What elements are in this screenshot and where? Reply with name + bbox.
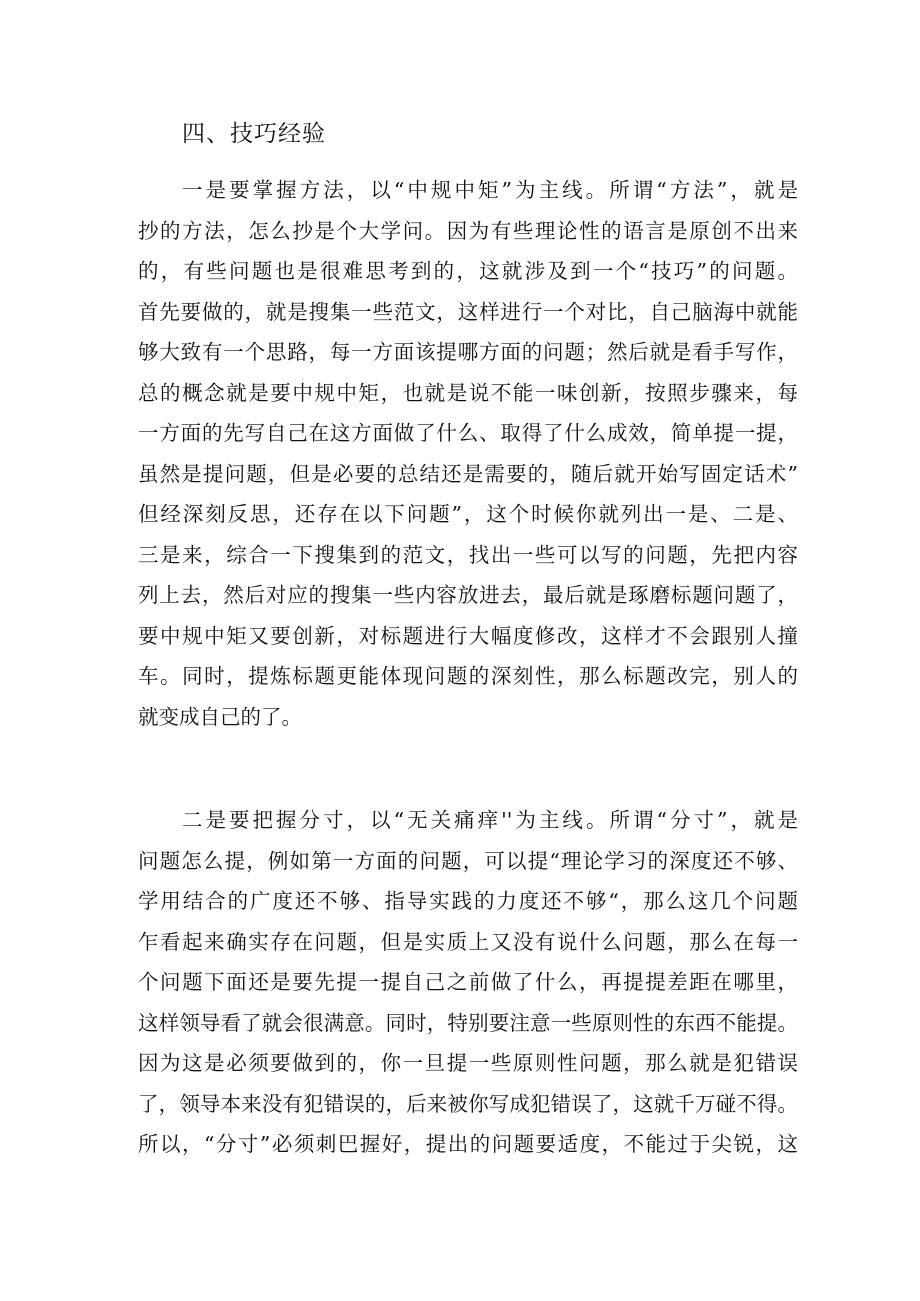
text-line: 了，领导本来没有犯错误的，后来被你写成犯错误了，这就千万碰不得。: [138, 1091, 798, 1116]
text-line: 首先要做的，就是搜集一些范文，这样进行一个对比，自己脑海中就能: [138, 299, 798, 324]
text-line: 一方面的先写自己在这方面做了什么、取得了什么成效，简单提一提，: [138, 421, 798, 445]
text-line: 但经深刻反思，还存在以下问题”，这个时候你就列出一是、二是、: [138, 502, 798, 526]
text-line: 抄的方法，怎么抄是个大学问。因为有些理论性的语言是原创不出来: [138, 218, 798, 243]
text-line: 要中规中矩又要创新，对标题进行大幅度修改，这样才不会跟别人撞: [138, 623, 798, 648]
text-line: 虽然是提问题，但是必要的总结还是需要的，随后就开始写固定话术”: [138, 461, 798, 486]
text-line: 三是来，综合一下搜集到的范文，找出一些可以写的问题，先把内容: [138, 542, 798, 567]
text-line: 这样领导看了就会很满意。同时，特别要注意一些原则性的东西不能提。: [138, 1010, 798, 1035]
text-line: 二是要把握分寸，以“无关痛痒''为主线。所谓“分寸”，就是: [182, 808, 798, 832]
text-line: 的，有些问题也是很难思考到的，这就涉及到一个“技巧”的问题。: [138, 259, 798, 283]
text-line: 因为这是必须要做到的，你一旦提一些原则性问题，那么就是犯错误: [138, 1051, 798, 1075]
text-line: 一是要掌握方法，以“中规中矩”为主线。所谓“方法”，就是: [182, 178, 798, 202]
text-line: 够大致有一个思路，每一方面该提哪方面的问题；然后就是看手写作，: [138, 340, 798, 364]
text-line: 总的概念就是要中规中矩，也就是说不能一味创新，按照步骤来，每: [138, 380, 798, 405]
text-line: 列上去，然后对应的搜集一些内容放进去，最后就是琢磨标题问题了，: [138, 583, 798, 607]
text-line: 车。同时，提炼标题更能体现问题的深刻性，那么标题改完，别人的: [138, 664, 798, 688]
paragraph-proportion: [138, 800, 798, 1165]
text-line: 所以，“分寸”必须刺巴握好，提出的问题要适度，不能过于尖锐，这: [138, 1132, 798, 1156]
text-line: 学用结合的广度还不够、指导实践的力度还不够“，那么这几个问题: [138, 889, 798, 913]
text-line: 问题怎么提，例如第一方面的问题，可以提“理论学习的深度还不够、: [138, 848, 798, 873]
text-line: 乍看起来确实存在问题，但是实质上又没有说什么问题，那么在每一: [138, 929, 798, 954]
paragraph-methods: [138, 170, 798, 737]
text-line: 个问题下面还是要先提一提自己之前做了什么，再提提差距在哪里，: [138, 970, 798, 994]
section-heading: 四、技巧经验: [182, 121, 326, 147]
text-line: 就变成自己的了。: [138, 704, 302, 729]
